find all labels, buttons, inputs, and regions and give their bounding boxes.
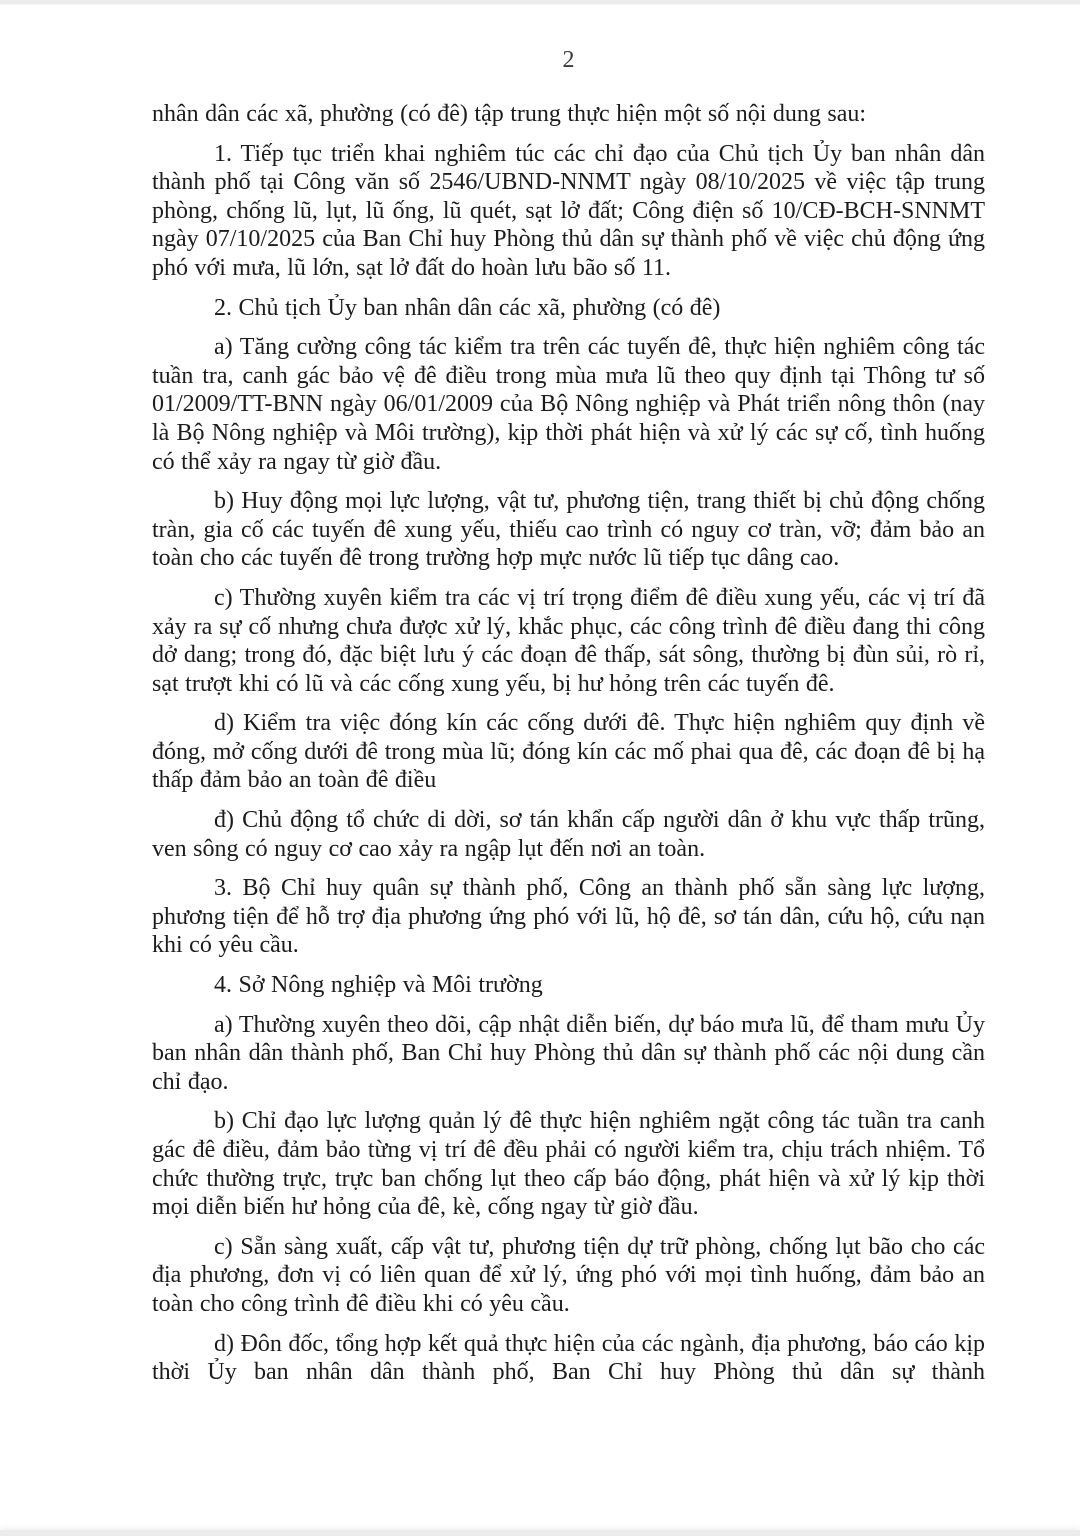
document-body xyxy=(152,100,985,1387)
scan-top-edge xyxy=(0,0,1080,5)
document-page xyxy=(152,46,985,1398)
paragraph: 2. Chủ tịch Ủy ban nhân dân các xã, phường (có đê) xyxy=(214,294,721,321)
paragraph: 3. Bộ Chỉ huy quân sự thành phố, Công an thành phố sẵn sàng lực lượng, phương tiện để hỗ trợ địa phương ứng phó với lũ, hộ đê, sơ tán dân, cứu hộ, cứu nạn khi có yêu cầu. xyxy=(152,875,985,959)
paragraph: b) Huy động mọi lực lượng, vật tư, phương tiện, trang thiết bị chủ động chống tràn, gia cố các tuyến đê xung yếu, thiếu cao trình có nguy cơ tràn, vỡ; đảm bảo an toàn cho các tuyến đê trong trường hợp mực nước lũ tiếp tục dâng cao. xyxy=(152,488,985,572)
paragraph: c) Thường xuyên kiểm tra các vị trí trọng điểm đê điều xung yếu, các vị trí đã xảy ra sự cố nhưng chưa được xử lý, khắc phục, các công trình đê điều đang thi công dở dang; trong đó, đặc biệt lưu ý các đoạn đê thấp, sát sông, thường bị đùn sủi, rò rỉ, sạt trượt khi có lũ và các cống xung yếu, bị hư hỏng trên các tuyến đê. xyxy=(152,584,985,697)
paragraph: b) Chỉ đạo lực lượng quản lý đê thực hiện nghiêm ngặt công tác tuần tra canh gác đê điều, đảm bảo từng vị trí đê đều phải có người kiểm tra, chịu trách nhiệm. Tổ chức thường trực, trực ban chống lụt theo cấp báo động, phát hiện và xử lý kịp thời mọi diễn biến hư hỏng của đê, kè, cống ngay từ giờ đầu. xyxy=(152,1108,985,1221)
paragraph: c) Sẵn sàng xuất, cấp vật tư, phương tiện dự trữ phòng, chống lụt bão cho các địa phương, đơn vị có liên quan để xử lý, ứng phó với mọi tình huống, đảm bảo an toàn cho công trình đê điều khi có yêu cầu. xyxy=(152,1233,985,1317)
paragraph: a) Tăng cường công tác kiểm tra trên các tuyến đê, thực hiện nghiêm công tác tuần tra, canh gác bảo vệ đê điều trong mùa mưa lũ theo quy định tại Thông tư số 01/2009/TT-BNN ngày 06/01/2009 của Bộ Nông nghiệp và Phát triển nông thôn (nay là Bộ Nông nghiệp và Môi trường), kịp thời phát hiện và xử lý các sự cố, tình huống có thể xảy ra ngay từ giờ đầu. xyxy=(152,334,985,475)
paragraph: 4. Sở Nông nghiệp và Môi trường xyxy=(214,972,543,999)
paragraph: nhân dân các xã, phường (có đê) tập trung thực hiện một số nội dung sau: xyxy=(152,101,867,127)
paragraph: 1. Tiếp tục triển khai nghiêm túc các chỉ đạo của Chủ tịch Ủy ban nhân dân thành phố tại Công văn số 2546/UBND-NNMT ngày 08/10/2025 về việc tập trung phòng, chống lũ, lụt, lũ ống, lũ quét, sạt lở đất; Công điện số 10/CĐ-BCH-SNNMT ngày 07/10/2025 của Ban Chỉ huy Phòng thủ dân sự thành phố về việc chủ động ứng phó với mưa, lũ lớn, sạt lở đất do hoàn lưu bão số 11. xyxy=(152,140,985,281)
paragraph: đ) Chủ động tổ chức di dời, sơ tán khẩn cấp người dân ở khu vực thấp trũng, ven sông có nguy cơ cao xảy ra ngập lụt đến nơi an toàn. xyxy=(152,807,985,862)
paragraph: d) Kiểm tra việc đóng kín các cống dưới đê. Thực hiện nghiêm quy định về đóng, mở cống dưới đê trong mùa lũ; đóng kín các mố phai qua đê, các đoạn đê bị hạ thấp đảm bảo an toàn đê điều xyxy=(152,710,985,794)
scan-bottom-edge xyxy=(0,1530,1080,1536)
paragraph: a) Thường xuyên theo dõi, cập nhật diễn biến, dự báo mưa lũ, để tham mưu Ủy ban nhân dân thành phố, Ban Chỉ huy Phòng thủ dân sự thành phố các nội dung cần chỉ đạo. xyxy=(152,1011,985,1095)
page-number: 2 xyxy=(562,47,575,73)
paragraph: d) Đôn đốc, tổng hợp kết quả thực hiện của các ngành, địa phương, báo cáo kịp thời Ủy ban nhân dân thành phố, Ban Chỉ huy Phòng thủ dân sự thành xyxy=(152,1330,985,1386)
